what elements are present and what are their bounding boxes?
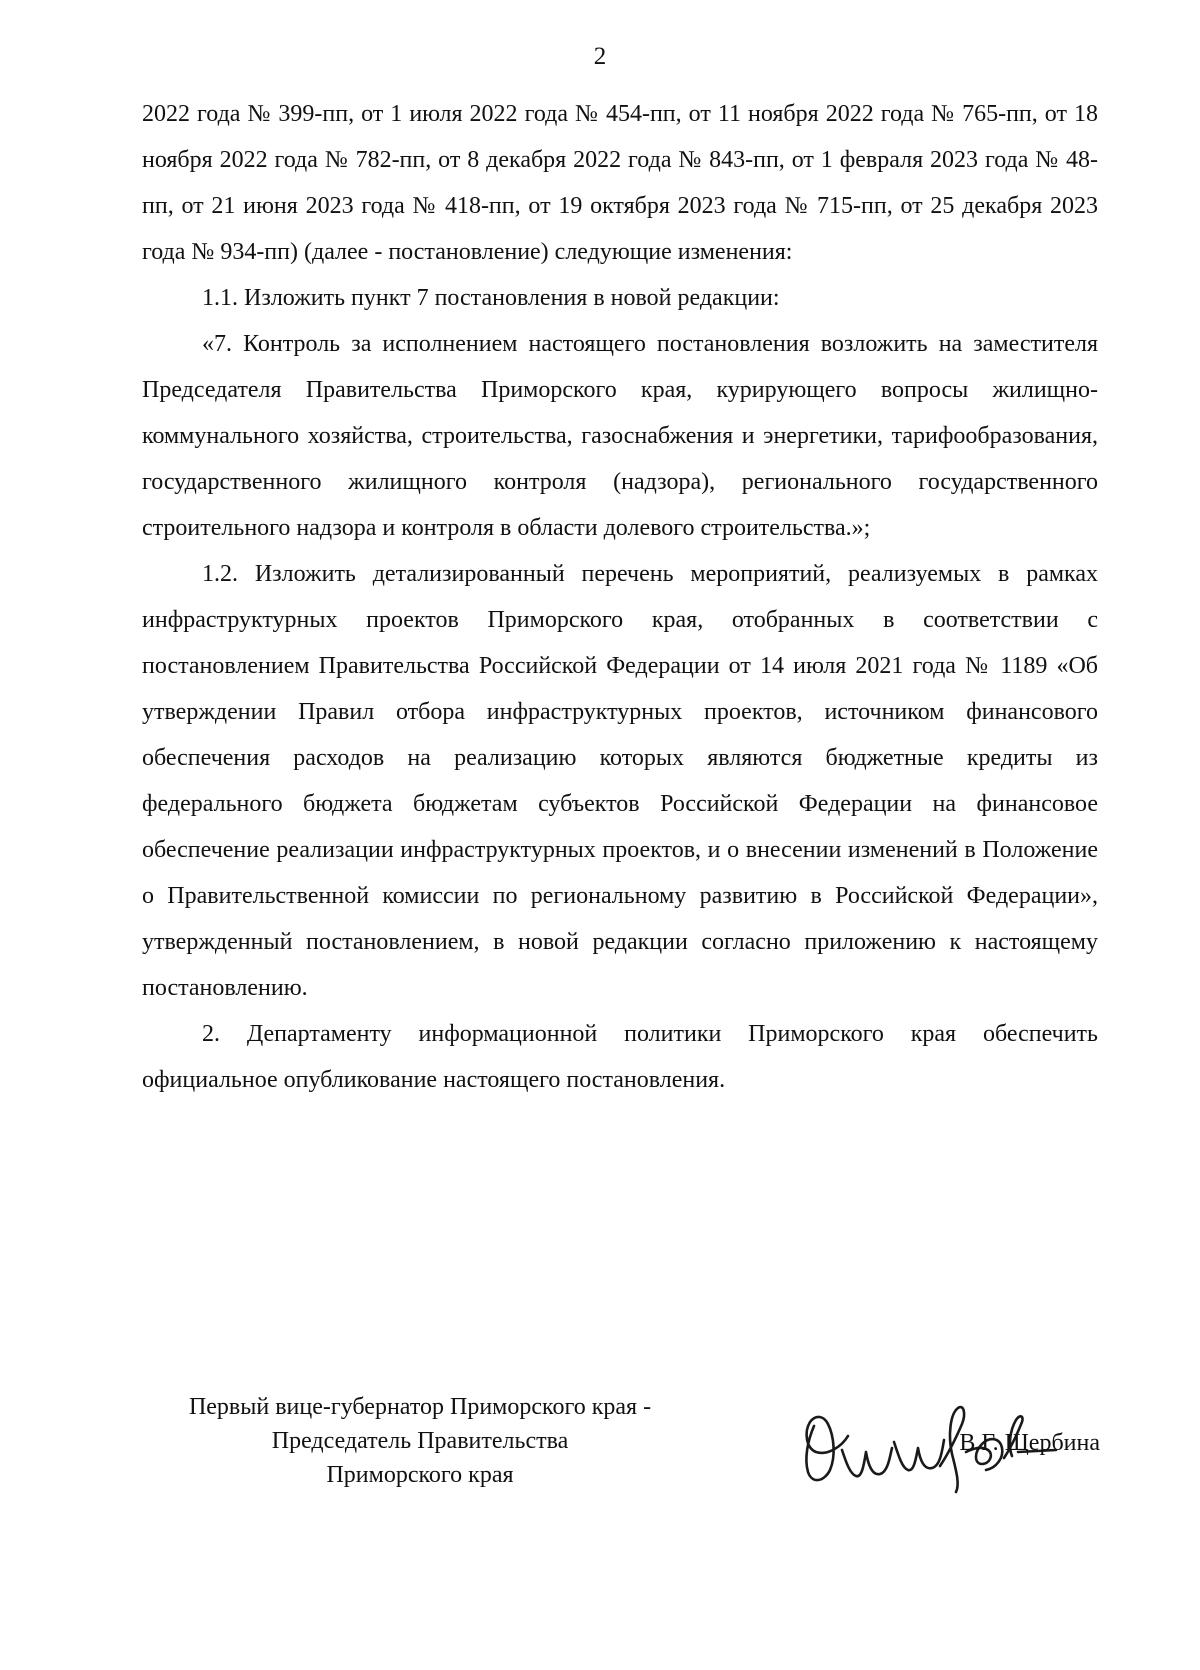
- paragraph-2: 2. Департаменту информационной политики Приморского края обеспечить официальное опубликование настоящего постановления.: [142, 1021, 1098, 1093]
- document-body: [142, 91, 1098, 1103]
- paragraph-item-7-text: «7. Контроль за исполнением настоящего постановления возложить на заместителя Председателя Правительства Приморского края, курирующего вопросы жилищно-коммунального хозяйства, строительства, газоснабжения и энергетики, тарифообразования, государственного жилищного контроля (надзора), регионального государственного строительного надзора и контроля в области долевого строительства.»;: [142, 331, 1098, 541]
- paragraph-1-1: 1.1. Изложить пункт 7 постановления в новой редакции:: [202, 285, 780, 311]
- signer-position-line: Приморского края: [326, 1462, 514, 1488]
- paragraph-1-2: 1.2. Изложить детализированный перечень мероприятий, реализуемых в рамках инфраструктурных проектов Приморского края, отобранных в соответствии с постановлением Правительства Российской Федерации от 14 июля 2021 года № 1189 «Об утверждении Правил отбора инфраструктурных проектов, источником финансового обеспечения расходов на реализацию которых являются бюджетные кредиты из федерального бюджета бюджетам субъектов Российской Федерации на финансовое обеспечение реализации инфраструктурных проектов, и о внесении изменений в Положение о Правительственной комиссии по региональному развитию в Российской Федерации», утвержденный постановлением, в новой редакции согласно приложению к настоящему постановлению.: [142, 561, 1098, 1001]
- paragraph-continuation: 2022 года № 399-пп, от 1 июля 2022 года № 454-пп, от 11 ноября 2022 года № 765-пп, от 18 ноября 2022 года № 782-пп, от 8 декабря 2022 года № 843-пп, от 1 февраля 2023 года № 48-пп, от 21 июня 2023 года № 418-пп, от 19 октября 2023 года № 715-пп, от 25 декабря 2023 года № 934-пп) (далее - постановление) следующие изменения:: [142, 101, 1098, 265]
- page-number: 2: [593, 43, 607, 70]
- signature-block: [140, 1390, 1100, 1510]
- signer-position-line: Председатель Правительства: [271, 1428, 569, 1454]
- signer-position: [140, 1390, 700, 1492]
- signer-position-line: Первый вице-губернатор Приморского края -: [188, 1394, 652, 1420]
- signer-name: В.Г. Щербина: [959, 1430, 1100, 1456]
